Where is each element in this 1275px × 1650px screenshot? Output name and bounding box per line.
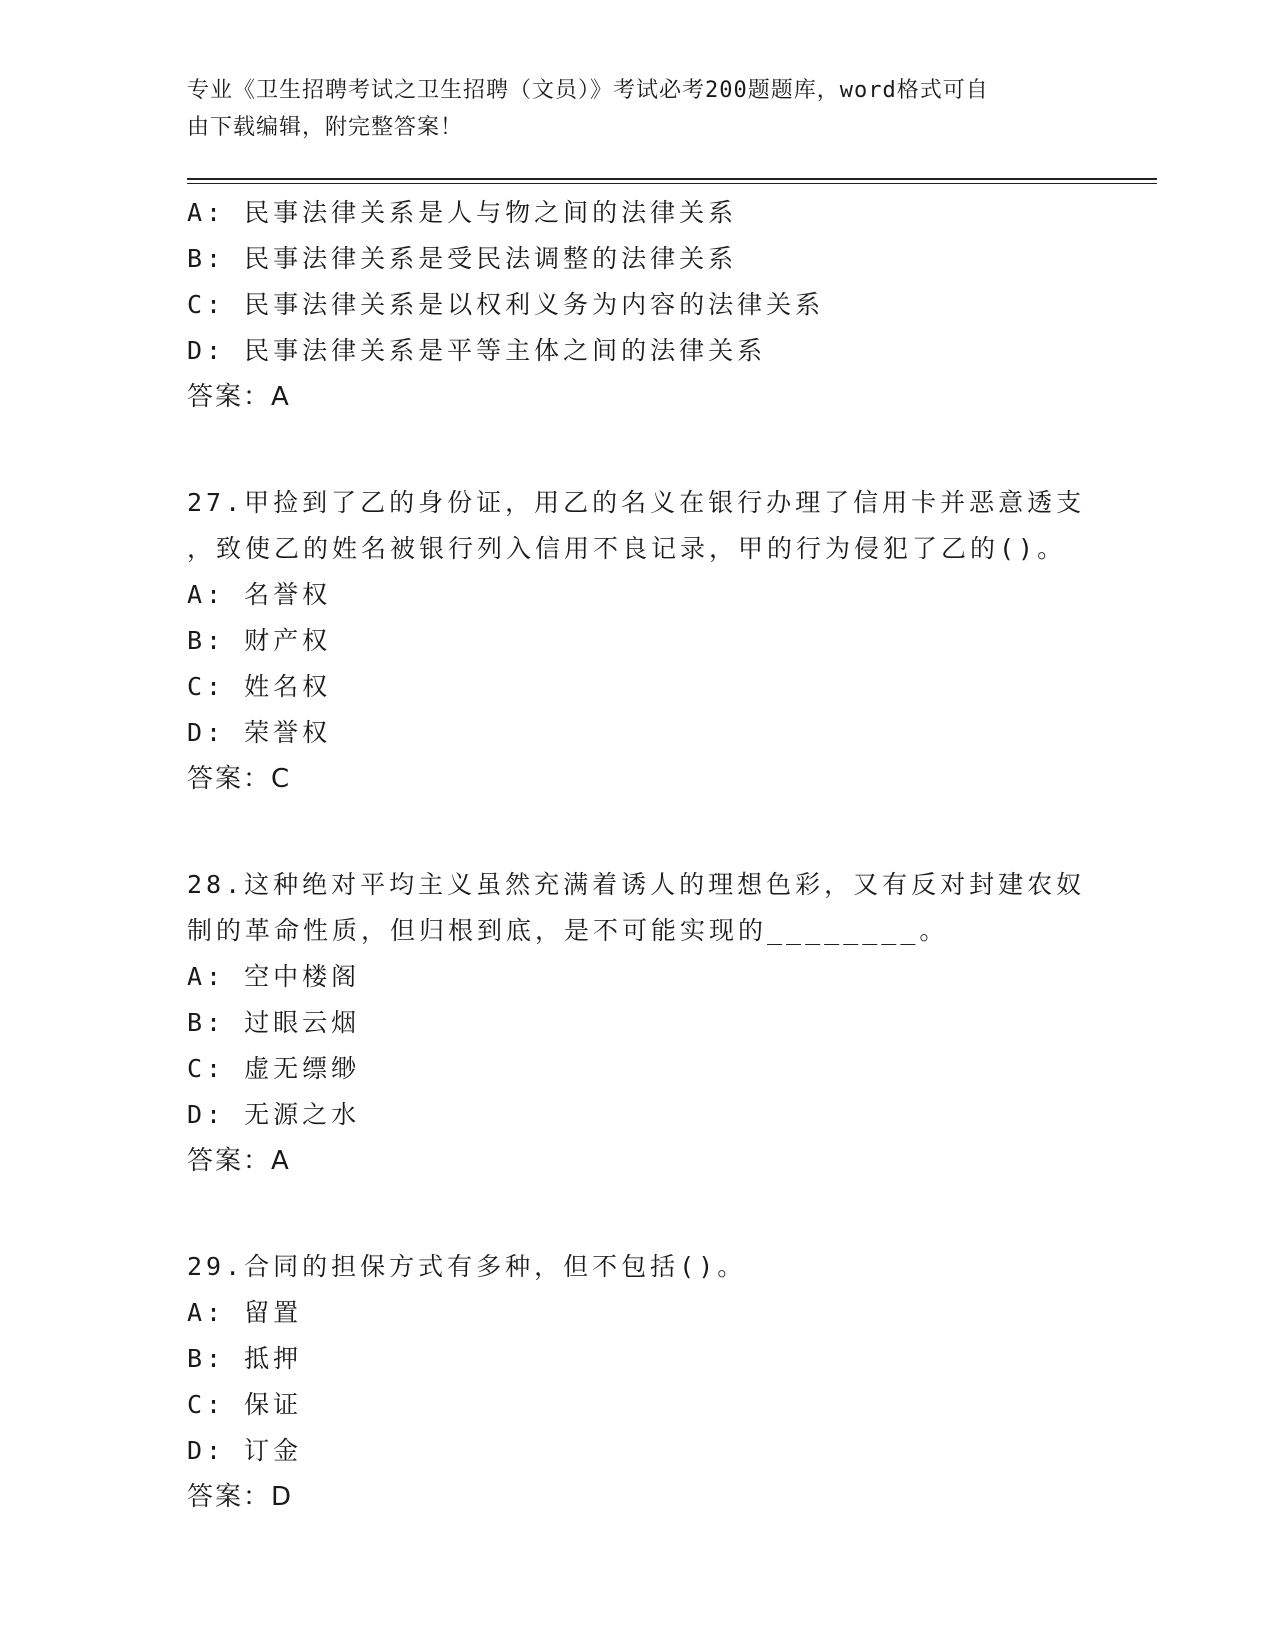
option-c: C: 民事法律关系是以权利义务为内容的法律关系 <box>187 290 825 319</box>
document-header <box>187 72 1067 146</box>
option-d: D: 民事法律关系是平等主体之间的法律关系 <box>187 336 767 365</box>
question-text-line-2: 制的革命性质，但归根到底，是不可能实现的________。 <box>187 916 949 945</box>
header-line-2: 由下载编辑，附完整答案！ <box>187 115 464 140</box>
answer: 答案：A <box>187 382 291 412</box>
option-c: C: 保证 <box>187 1390 303 1419</box>
answer: 答案：C <box>187 764 292 794</box>
option-d: D: 荣誉权 <box>187 718 332 747</box>
question-28 <box>187 862 1087 1184</box>
header-rule-bottom <box>187 183 1157 184</box>
answer: 答案：A <box>187 1146 291 1176</box>
question-text-line-2: ，致使乙的姓名被银行列入信用不良记录，甲的行为侵犯了乙的()。 <box>187 534 1067 563</box>
option-a: A: 空中楼阁 <box>187 962 361 991</box>
option-b: B: 抵押 <box>187 1344 303 1373</box>
header-rule-top <box>187 178 1157 180</box>
option-c: C: 虚无缥缈 <box>187 1054 361 1083</box>
header-line-1: 专业《卫生招聘考试之卫生招聘（文员）》考试必考200题题库，word格式可自 <box>187 78 989 103</box>
option-b: B: 财产权 <box>187 626 332 655</box>
option-a: A: 名誉权 <box>187 580 332 609</box>
option-c: C: 姓名权 <box>187 672 332 701</box>
question-29 <box>187 1244 1087 1520</box>
option-d: D: 无源之水 <box>187 1100 361 1129</box>
question-27 <box>187 480 1087 802</box>
question-text-line-1: 27.甲捡到了乙的身份证，用乙的名义在银行办理了信用卡并恶意透支 <box>187 488 1086 517</box>
option-b: B: 民事法律关系是受民法调整的法律关系 <box>187 244 738 273</box>
option-a: A: 留置 <box>187 1298 303 1327</box>
option-a: A: 民事法律关系是人与物之间的法律关系 <box>187 198 738 227</box>
option-b: B: 过眼云烟 <box>187 1008 361 1037</box>
question-list <box>187 190 1087 1520</box>
question-26 <box>187 190 1087 420</box>
answer: 答案：D <box>187 1482 294 1512</box>
question-text-line-1: 28.这种绝对平均主义虽然充满着诱人的理想色彩，又有反对封建农奴 <box>187 870 1086 899</box>
question-text-line-1: 29.合同的担保方式有多种，但不包括()。 <box>187 1252 747 1281</box>
option-d: D: 订金 <box>187 1436 303 1465</box>
